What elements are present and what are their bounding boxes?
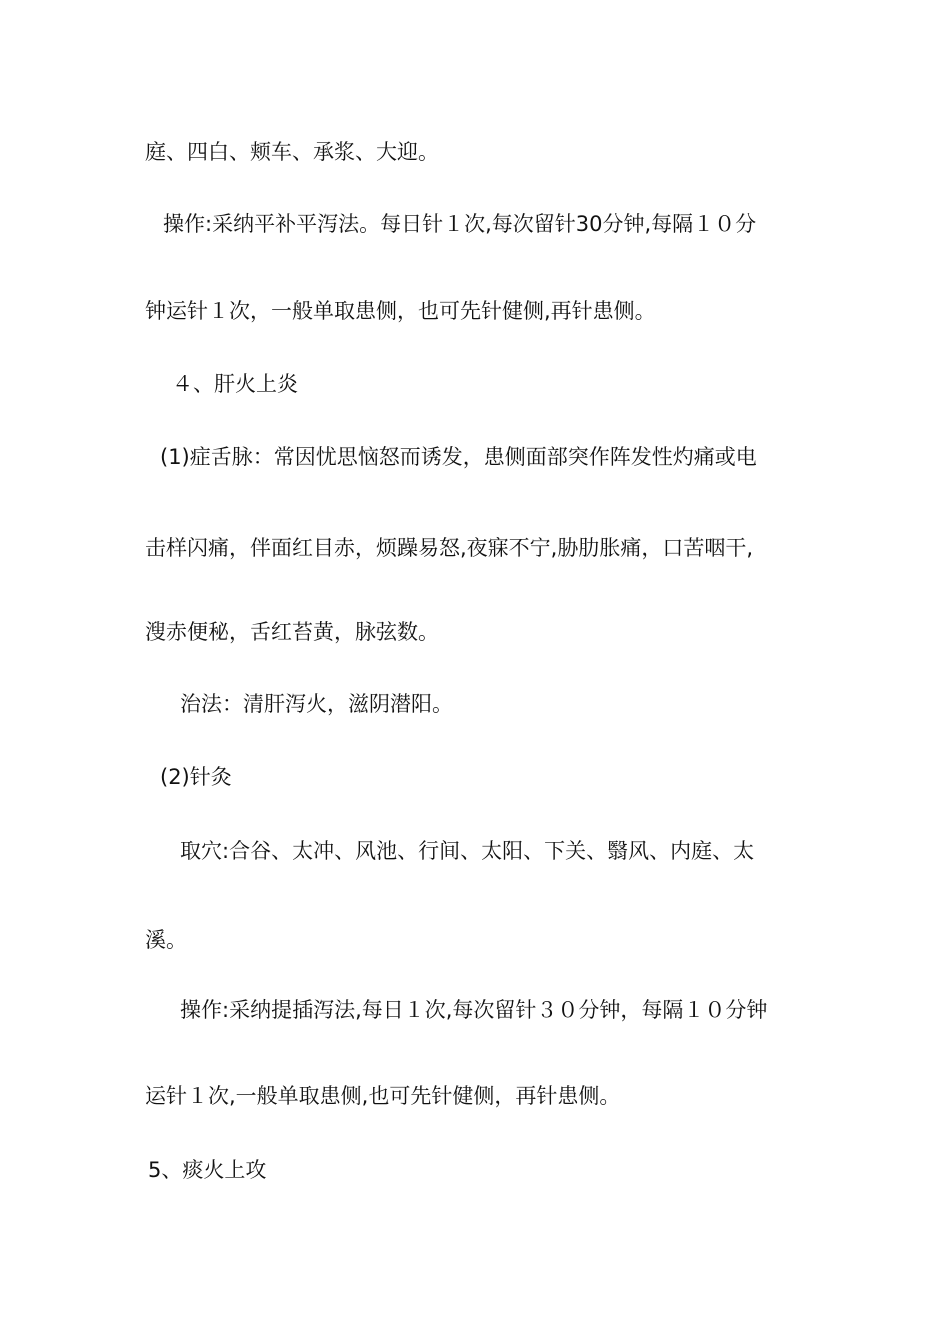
text-line: 操作:采纳平补平泻法。每日针１次,每次留针30分钟,每隔１０分 bbox=[163, 212, 757, 236]
text-line: (1)症舌脉：常因忧思恼怒而诱发，患侧面部突作阵发性灼痛或电 bbox=[160, 445, 757, 469]
section-heading: ４、肝火上炎 bbox=[172, 372, 298, 396]
section-heading: 5、痰火上攻 bbox=[148, 1158, 267, 1182]
text-line: 取穴:合谷、太冲、风池、行间、太阳、下关、翳风、内庭、太 bbox=[180, 839, 755, 863]
text-line: 溪。 bbox=[145, 928, 187, 952]
subsection-heading: (2)针灸 bbox=[160, 765, 232, 789]
text-line: 溲赤便秘，舌红苔黄，脉弦数。 bbox=[145, 620, 439, 644]
text-line: 庭、四白、颊车、承浆、大迎。 bbox=[145, 140, 439, 164]
text-line: 运针１次,一般单取患侧,也可先针健侧，再针患侧。 bbox=[145, 1084, 621, 1108]
text-line: 治法：清肝泻火，滋阴潜阳。 bbox=[180, 692, 453, 716]
text-line: 钟运针１次，一般单取患侧，也可先针健侧,再针患侧。 bbox=[145, 299, 656, 323]
text-line: 击样闪痛，伴面红目赤，烦躁易怒,夜寐不宁,胁肋胀痛，口苦咽干, bbox=[145, 536, 754, 560]
text-line: 操作:采纳提插泻法,每日１次,每次留针３０分钟，每隔１０分钟 bbox=[180, 998, 768, 1022]
